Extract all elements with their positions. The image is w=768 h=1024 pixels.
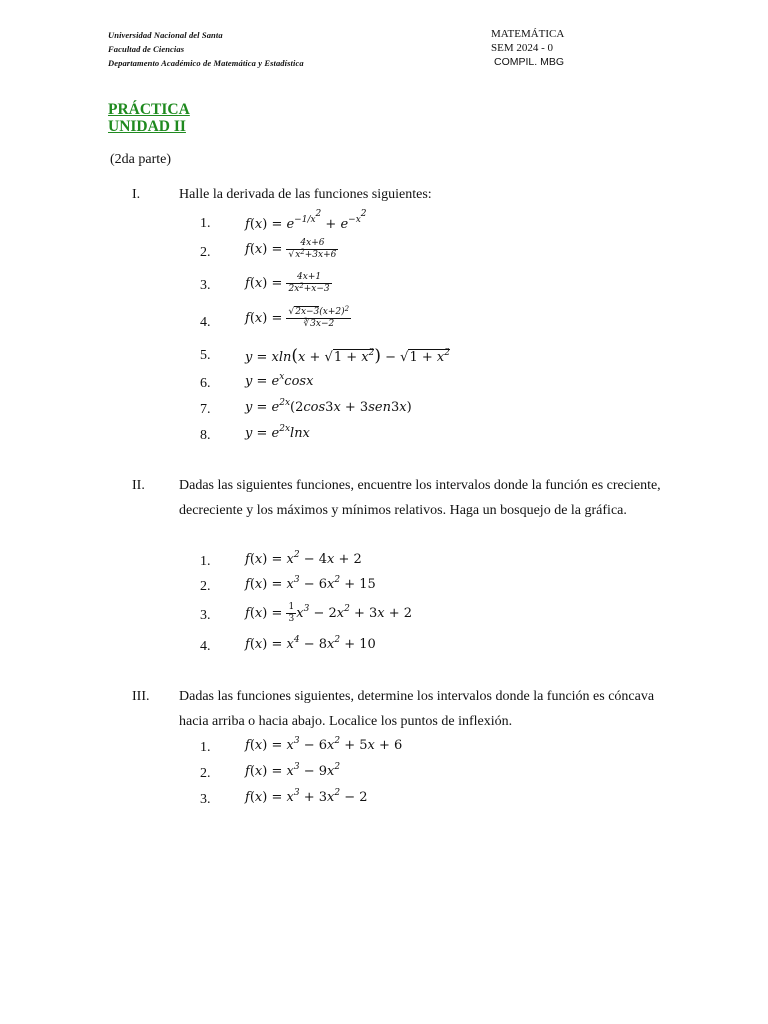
section-numeral: II. [132,478,145,493]
math-expression: $y = e^{2x}(2\cos 3x + 3sen3x)$ [245,398,412,415]
item-number: 8. [200,428,211,443]
university-name: Universidad Nacional del Santa [108,30,223,40]
item-number: 2. [200,579,211,594]
math-expression: $f(x) = x^3 + 3x^2 - 2$ [245,788,368,805]
math-expression: $f(x) = x^3 - 6x^2 + 5x + 6$ [245,736,403,753]
math-expression: $y = e^{2x}\ln x$ [245,424,310,441]
section-instruction: Dadas las funciones siguientes, determine los intervalos donde la función es cóncava hacia arriba o hacia abajo. Localice los puntos de inflexión. [179,689,655,729]
math-expression: $f(x) = x^2 - 4x + 2$ [245,550,362,567]
item-number: 4. [200,315,211,330]
math-expression: f(x) = $\frac{√2x-3(x+2)^2}{∛3x-2}$ [245,305,350,329]
math-expression: $f(x) = x^3 - 9x^2$ [245,762,341,779]
item-number: 2. [200,766,211,781]
item-number: 1. [200,216,211,231]
title-line-1: PRÁCTICA [108,101,190,118]
item-number: 3. [200,278,211,293]
math-expression: $f(x) = x^3 - 6x^2 + 15$ [245,575,376,592]
item-number: 3. [200,608,211,623]
item-number: 7. [200,402,211,417]
course-name: MATEMÁTICA [491,28,565,40]
intro-text: (2da parte) [110,152,172,167]
page-title [108,101,190,135]
semester: SEM 2024 - 0 [491,42,554,54]
math-expression: $y = e^x\cos x$ [245,372,314,389]
math-expression: $f(x) = x^4 - 8x^2 + 10$ [245,635,376,652]
math-expression: $y = xln(x + √1 + x^2) - √1 + x^2$ [245,346,450,366]
math-expression: f(x) = $\frac{4x+6}{√x^2+3x+6}$ [245,238,337,260]
section-instruction: Halle la derivada de las funciones siguientes: [179,187,432,202]
math-expression: $f(x) = e^{-1/x^2} + e^{-x^2}$ [245,209,367,232]
course-header [491,27,564,69]
faculty-name: Facultad de Ciencias [108,44,185,54]
item-number: 1. [200,740,211,755]
compiler: COMPIL. MBG [494,56,565,68]
section-numeral: I. [132,187,141,202]
section-numeral: III. [132,689,150,704]
institution-header [108,28,304,70]
math-expression: f(x) = $\frac{4x+1}{2x^2+x-3}$ [245,272,330,294]
math-expression: f(x) = $\frac{1}{3}$ $x^3 - 2x^2 + 3x + 2$ [245,602,413,624]
item-number: 5. [200,348,211,363]
item-number: 1. [200,554,211,569]
item-number: 6. [200,376,211,391]
item-number: 4. [200,639,211,654]
section-instruction: Dadas las siguientes funciones, encuentre los intervalos donde la función es creciente, decreciente y los máximos y mínimos relativos. Haga un bosquejo de la gráfica. [179,478,661,518]
item-number: 3. [200,792,211,807]
department-name: Departamento Académico de Matemática y Estadística [108,58,304,68]
item-number: 2. [200,245,211,260]
title-line-2: UNIDAD II [108,118,186,135]
